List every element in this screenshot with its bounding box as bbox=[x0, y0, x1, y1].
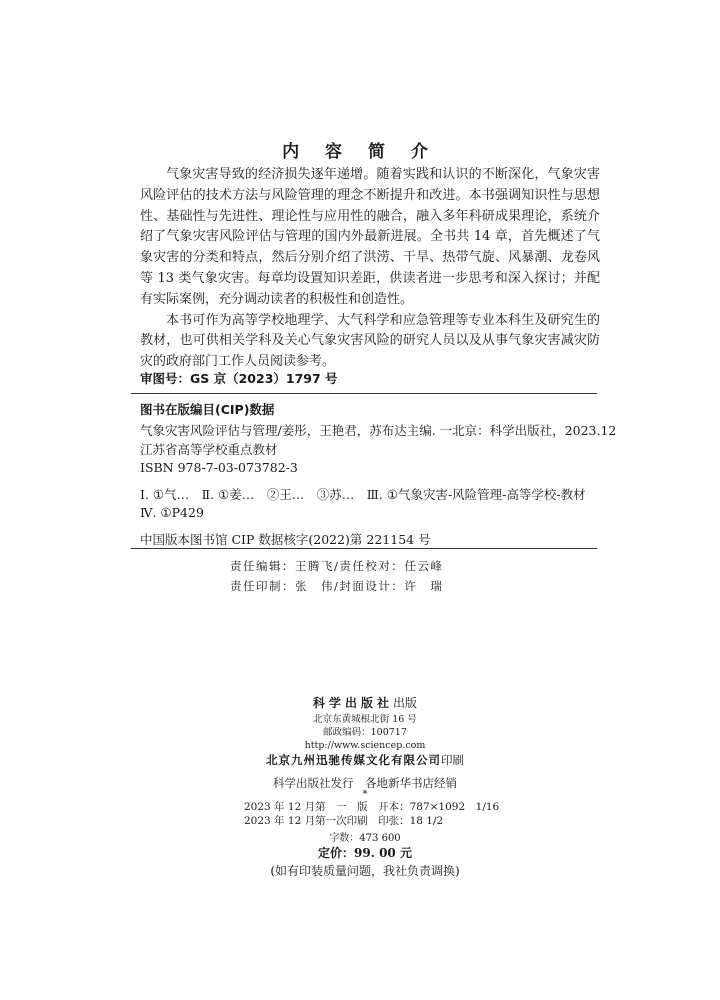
publisher-address: 北京东黄城根北街 16 号 bbox=[313, 714, 417, 725]
printer-line bbox=[160, 752, 570, 768]
divider-top bbox=[131, 393, 597, 394]
cip-title-line: 气象灾害风险评估与管理/姜彤，王艳君，苏布达主编. 一北京：科学出版社，2023.12 bbox=[140, 423, 617, 438]
separator-asterisk: * bbox=[362, 789, 368, 800]
cip-gap bbox=[140, 478, 600, 486]
summary-paragraph-2: 本书可作为高等学校地理学、大气科学和应急管理等专业本科生及研究生的教材，也可供相关学科及关心气象灾害风险的研究人员以及从事气象灾害减灾防灾的政府部门工作人员阅读参考。 bbox=[140, 312, 600, 370]
postal-code: 邮政编码：100717 bbox=[323, 727, 407, 738]
quality-warranty: (如有印装质量问题，我社负责调换) bbox=[270, 864, 460, 878]
price: 定价：99. 00 元 bbox=[318, 846, 412, 860]
cip-heading: 图书在版编目(CIP)数据 bbox=[140, 402, 275, 417]
publisher-name: 科学出版社 bbox=[312, 696, 393, 710]
publisher-suffix: 出版 bbox=[393, 696, 418, 710]
publisher-url: http://www.sciencep.com bbox=[304, 740, 426, 751]
printer-suffix: 印刷 bbox=[441, 753, 464, 767]
summary-paragraph-1: 气象灾害导致的经济损失逐年递增。随着实践和认识的不断深化，气象灾害风险评估的技术方法与风险管理的理念不断提升和改进。本书强调知识性与思想性、基础性与先进性、理论性与应用性的融合，融入多年科研成果理论，系统介绍了气象灾害风险评估与管理的国内外最新进展。全书共 14 章，首先概述了气象灾害的分类和特点，然后分别介绍了洪涝、干旱、热带气旋、风暴潮、龙卷风等 13 类气象灾害。每章均设置知识差距，供读者进一步思考和深入探讨；并配有实际案例，充分调动读者的积极性和创造性。 bbox=[140, 167, 600, 307]
cip-isbn-line: ISBN 978-7-03-073782-3 bbox=[140, 460, 298, 475]
editor-proofreader-line: 责任编辑：王腾飞/责任校对：任云峰 bbox=[230, 559, 444, 573]
cip-block bbox=[140, 422, 617, 549]
distribution-line: 科学出版社发行 各地新华书店经销 bbox=[273, 776, 457, 790]
staff-credits bbox=[230, 556, 443, 596]
printing-line: 2023 年 12 月第一次印刷 印张：18 1/2 bbox=[244, 814, 444, 827]
word-count: 字数：473 600 bbox=[329, 833, 401, 844]
printing-cover-design-line: 责任印制：张 伟/封面设计：许 瑞 bbox=[230, 579, 444, 593]
map-approval-number: 审图号：GS 京（2023）1797 号 bbox=[140, 371, 338, 386]
cip-subject-line: Ⅰ. ①气… Ⅱ. ①姜… ②王… ③苏… Ⅲ. ①气象灾害-风险管理-高等学校-教材 bbox=[140, 486, 586, 502]
edition-info bbox=[244, 801, 499, 828]
printer-name: 北京九州迅驰传媒文化有限公司 bbox=[266, 753, 441, 767]
edition-line: 2023 年 12 月第 一 版 开本：787×1092 1/16 bbox=[244, 801, 500, 813]
cip-classification-line: Ⅳ. ①P429 bbox=[140, 505, 204, 520]
cip-record-number: 中国版本图书馆 CIP 数据核字(2022)第 221154 号 bbox=[140, 531, 431, 547]
cip-series-line: 江苏省高等学校重点教材 bbox=[140, 441, 278, 457]
publisher-line bbox=[160, 694, 570, 711]
divider-bottom bbox=[131, 548, 597, 549]
summary-body bbox=[140, 165, 600, 373]
cip-gap bbox=[140, 523, 600, 531]
summary-title: 内 容 简 介 bbox=[282, 142, 438, 162]
